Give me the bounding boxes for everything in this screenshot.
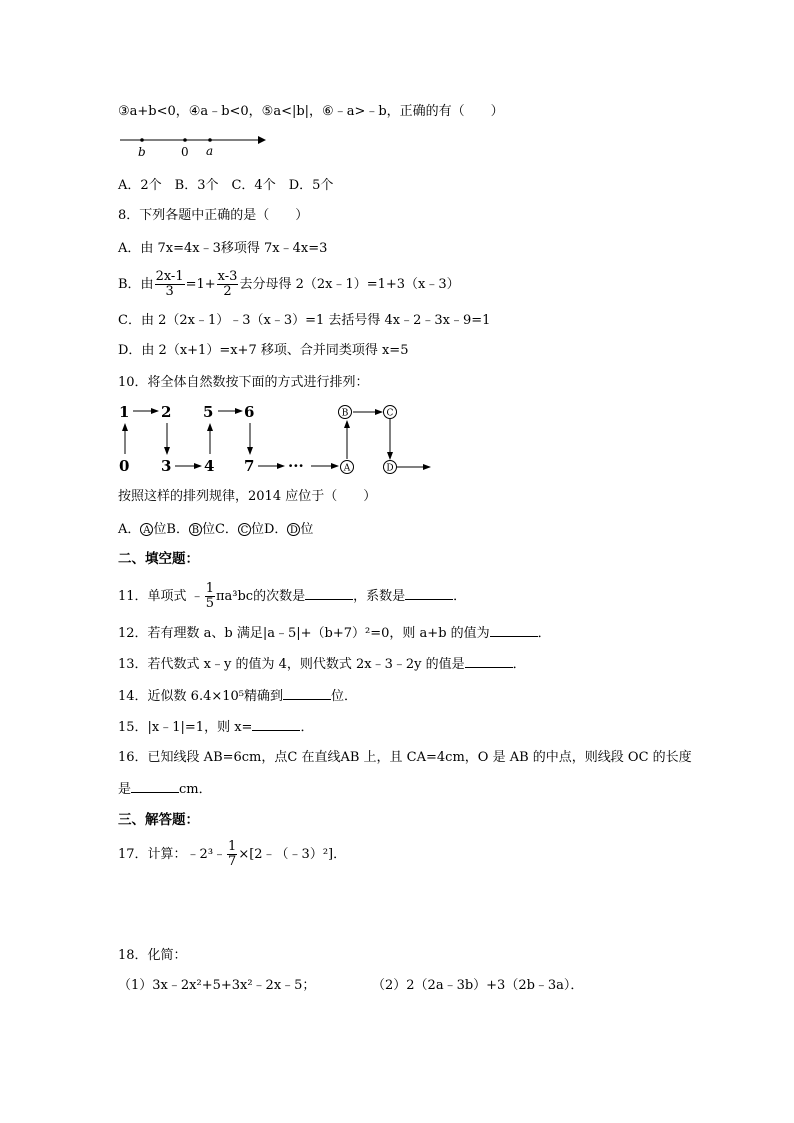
diagram-circle-b-label: B — [341, 408, 349, 419]
q10-opt-d-prefix: D． — [263, 522, 288, 537]
diagram-num-4: 4 — [204, 457, 215, 475]
q10-opt-c-suffix: 位 — [250, 522, 264, 537]
q8-fraction-2 — [217, 270, 239, 299]
q8-option-d: D．由 2（x+1）=x+7 移项、合并同类项得 x=5 — [118, 343, 409, 358]
q8-frac1-den: 3 — [165, 284, 174, 299]
q16-line2 — [118, 780, 212, 798]
q8-option-a: A．由 7x=4x﹣3移项得 7x﹣4x=3 — [118, 241, 328, 256]
q11-mid: 的次数是 — [253, 589, 306, 604]
q8-option-c: C．由 2（2x﹣1）﹣3（x﹣3）=1 去括号得 4x﹣2﹣3x﹣9=1 — [118, 313, 491, 328]
q10-arrangement-diagram — [116, 398, 434, 478]
diagram-num-0: 0 — [119, 457, 130, 475]
q15-end: ． — [300, 720, 314, 735]
q10-opt-a-suffix: 位 — [153, 522, 167, 537]
diagram-ellipsis: ··· — [288, 457, 304, 475]
q16-line2-end: cm． — [179, 782, 212, 797]
diagram-num-3: 3 — [161, 457, 172, 475]
diagram-num-2: 2 — [161, 403, 172, 421]
q13 — [118, 655, 526, 673]
q18-part1: （1）3x﹣2x²+5+3x²﹣2x﹣5； — [118, 978, 316, 993]
q17-suffix: ×[2﹣（﹣3）²]． — [238, 847, 347, 862]
diagram-num-7: 7 — [244, 457, 255, 475]
q10-question: 按照这样的排列规律，2014 应位于（ ） — [118, 489, 377, 504]
q15-prefix: 15．|x﹣1|=1，则 x= — [118, 720, 253, 735]
q15 — [118, 718, 313, 736]
q18-stem: 18．化简： — [118, 948, 187, 963]
q11-fraction — [205, 582, 215, 611]
q13-blank[interactable] — [465, 655, 513, 668]
q8-frac2-den: 2 — [223, 284, 232, 299]
q8-optb-mid: =1+ — [185, 277, 216, 292]
q11-prefix: 11．单项式 ﹣ — [118, 589, 204, 604]
axis-label-a: a — [206, 144, 214, 158]
q11-frac-num: 1 — [205, 581, 214, 596]
q8-optb-prefix: B．由 — [118, 277, 154, 292]
q10-opt-c-prefix: C． — [214, 522, 238, 537]
q7-statements: ③a+b<0，④a﹣b<0，⑤a<|b|，⑥﹣a>﹣b，正确的有（ ） — [118, 104, 504, 119]
q16-blank[interactable] — [131, 780, 179, 793]
q14-end: 位． — [331, 689, 358, 704]
diagram-circle-a-label: A — [343, 463, 351, 474]
q17-fraction — [227, 840, 237, 869]
q10-options — [118, 522, 313, 538]
diagram-num-5: 5 — [203, 403, 214, 421]
q7-number-line — [118, 130, 268, 160]
q11-end: ． — [453, 589, 467, 604]
diagram-num-1: 1 — [119, 403, 130, 421]
q14 — [118, 687, 357, 705]
diagram-num-6: 6 — [244, 403, 255, 421]
q8-frac2-num: x-3 — [217, 269, 238, 284]
q14-blank[interactable] — [283, 687, 331, 700]
q8-option-b — [118, 268, 460, 302]
q10-opt-a-prefix: A． — [118, 522, 141, 537]
q13-prefix: 13．若代数式 x﹣y 的值为 4，则代数式 2x﹣3﹣2y 的值是 — [118, 657, 465, 672]
q12-blank[interactable] — [490, 624, 538, 637]
section-solve-title: 三、解答题： — [118, 812, 199, 828]
q13-end: ． — [512, 657, 526, 672]
axis-label-b: b — [138, 145, 146, 159]
q12 — [118, 624, 551, 642]
q16-line1: 16．已知线段 AB=6cm，点C 在直线AB 上，且 CA=4cm，O 是 AB 的中点，则线段 OC 的长度 — [118, 750, 692, 765]
q8-frac1-num: 2x-1 — [155, 269, 184, 284]
q17 — [118, 838, 346, 872]
q11-blank-degree[interactable] — [305, 587, 353, 600]
q10-opt-d-circle: D — [287, 523, 300, 536]
diagram-circle-c-label: C — [386, 408, 394, 419]
q15-blank[interactable] — [252, 718, 300, 731]
q10-opt-d-suffix: 位 — [300, 522, 314, 537]
q17-prefix: 17．计算：﹣2³﹣ — [118, 847, 227, 862]
q14-prefix: 14．近似数 6.4×10⁵精确到 — [118, 689, 283, 704]
q17-frac-den: 7 — [228, 854, 237, 869]
q11-mid2: ，系数是 — [353, 589, 406, 604]
q10-opt-a-circle: A — [140, 523, 153, 536]
q7-options: A．2个 B．3个 C．4个 D．5个 — [118, 178, 334, 193]
q10-stem: 10．将全体自然数按下面的方式进行排列： — [118, 375, 369, 390]
q12-end: ． — [537, 626, 551, 641]
q11-blank-coefficient[interactable] — [405, 587, 453, 600]
q11-frac-den: 5 — [205, 596, 214, 611]
q10-opt-b-prefix: B． — [166, 522, 189, 537]
q8-optb-suffix: 去分母得 2（2x﹣1）=1+3（x﹣3） — [239, 277, 460, 292]
q10-opt-b-suffix: 位 — [201, 522, 215, 537]
q8-stem: 8．下列各题中正确的是（ ） — [118, 208, 309, 223]
diagram-circle-d-label: D — [386, 463, 394, 474]
q17-frac-num: 1 — [228, 839, 237, 854]
q8-fraction-1 — [155, 270, 185, 299]
q11-monomial: πa³bc — [215, 589, 254, 604]
q12-prefix: 12．若有理数 a、b 满足|a﹣5|+（b+7）²=0，则 a+b 的值为 — [118, 626, 490, 641]
q10-opt-c-circle: C — [238, 523, 251, 536]
section-fill-in-title: 二、填空题： — [118, 551, 199, 567]
q18-part2: （2）2（2a﹣3b）+3（2b﹣3a）． — [372, 978, 584, 993]
q10-opt-b-circle: B — [189, 523, 202, 536]
axis-label-zero: 0 — [181, 145, 189, 159]
q11 — [118, 580, 466, 614]
q16-line2-prefix: 是 — [118, 782, 132, 797]
